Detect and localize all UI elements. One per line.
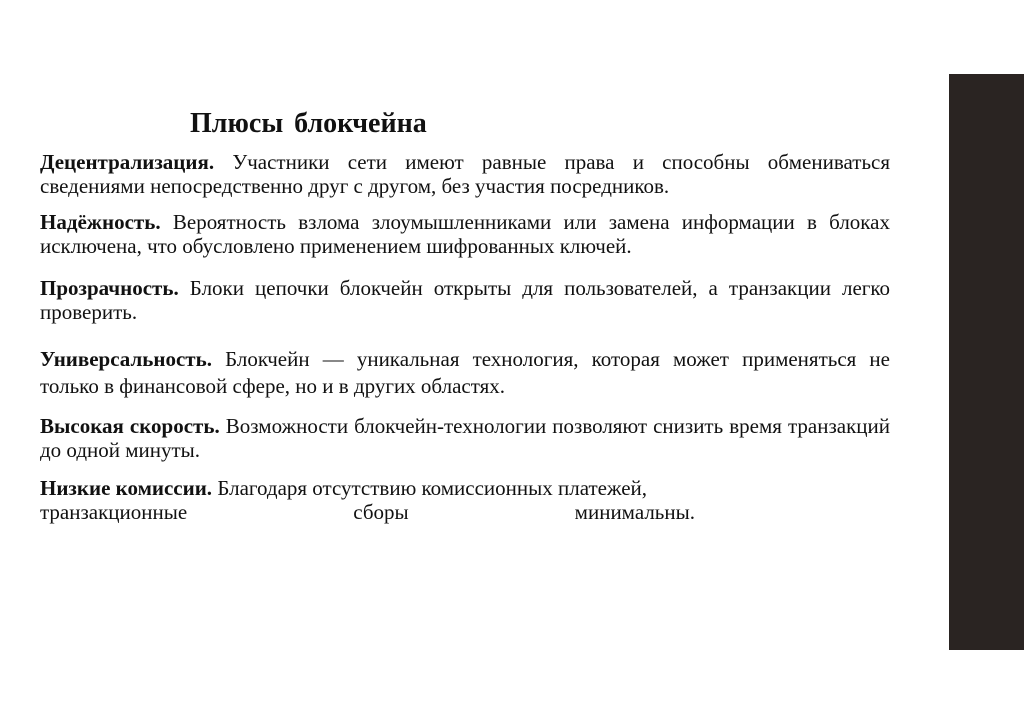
advantage-low-fees	[40, 476, 890, 524]
advantage-term: Высокая скорость.	[40, 414, 220, 438]
advantage-text: Участники сети имеют равные права и способны обмениваться сведениями непосредственно друг с другом, без участия посредников.	[40, 150, 891, 198]
slide-title: Плюсы блокчейна	[190, 108, 427, 139]
word: сборы	[353, 500, 409, 524]
advantage-text-last-line	[40, 500, 695, 524]
advantage-decentralization	[40, 150, 890, 198]
advantage-text: Возможности блокчейн-технологии позволяют снизить время транзакций до одной минуты.	[40, 414, 891, 462]
slide-content	[40, 150, 890, 524]
advantage-transparency	[40, 276, 890, 324]
advantage-universality	[40, 346, 890, 400]
advantage-term: Прозрачность.	[40, 276, 179, 300]
advantage-high-speed	[40, 414, 890, 462]
advantage-text: Вероятность взлома злоумышленниками или замена информации в блоках исключена, что обусловлено применением шифрованных ключей.	[40, 210, 891, 258]
advantage-reliability	[40, 210, 890, 258]
advantage-term: Универсальность.	[40, 347, 212, 371]
advantage-text: Блокчейн — уникальная технология, которая может применяться не только в финансовой сфере, но и в других областях.	[40, 347, 890, 398]
word: транзакционные	[40, 500, 188, 524]
word: минимальны.	[574, 500, 695, 524]
advantage-text: Благодаря отсутствию комиссионных платежей,	[217, 476, 648, 500]
advantage-text: Блоки цепочки блокчейн открыты для пользователей, а транзакции легко проверить.	[40, 276, 891, 324]
decorative-side-bar	[949, 74, 1024, 650]
advantage-term: Надёжность.	[40, 210, 161, 234]
advantage-term: Децентрализация.	[40, 150, 215, 174]
advantage-term: Низкие комиссии.	[40, 476, 213, 500]
